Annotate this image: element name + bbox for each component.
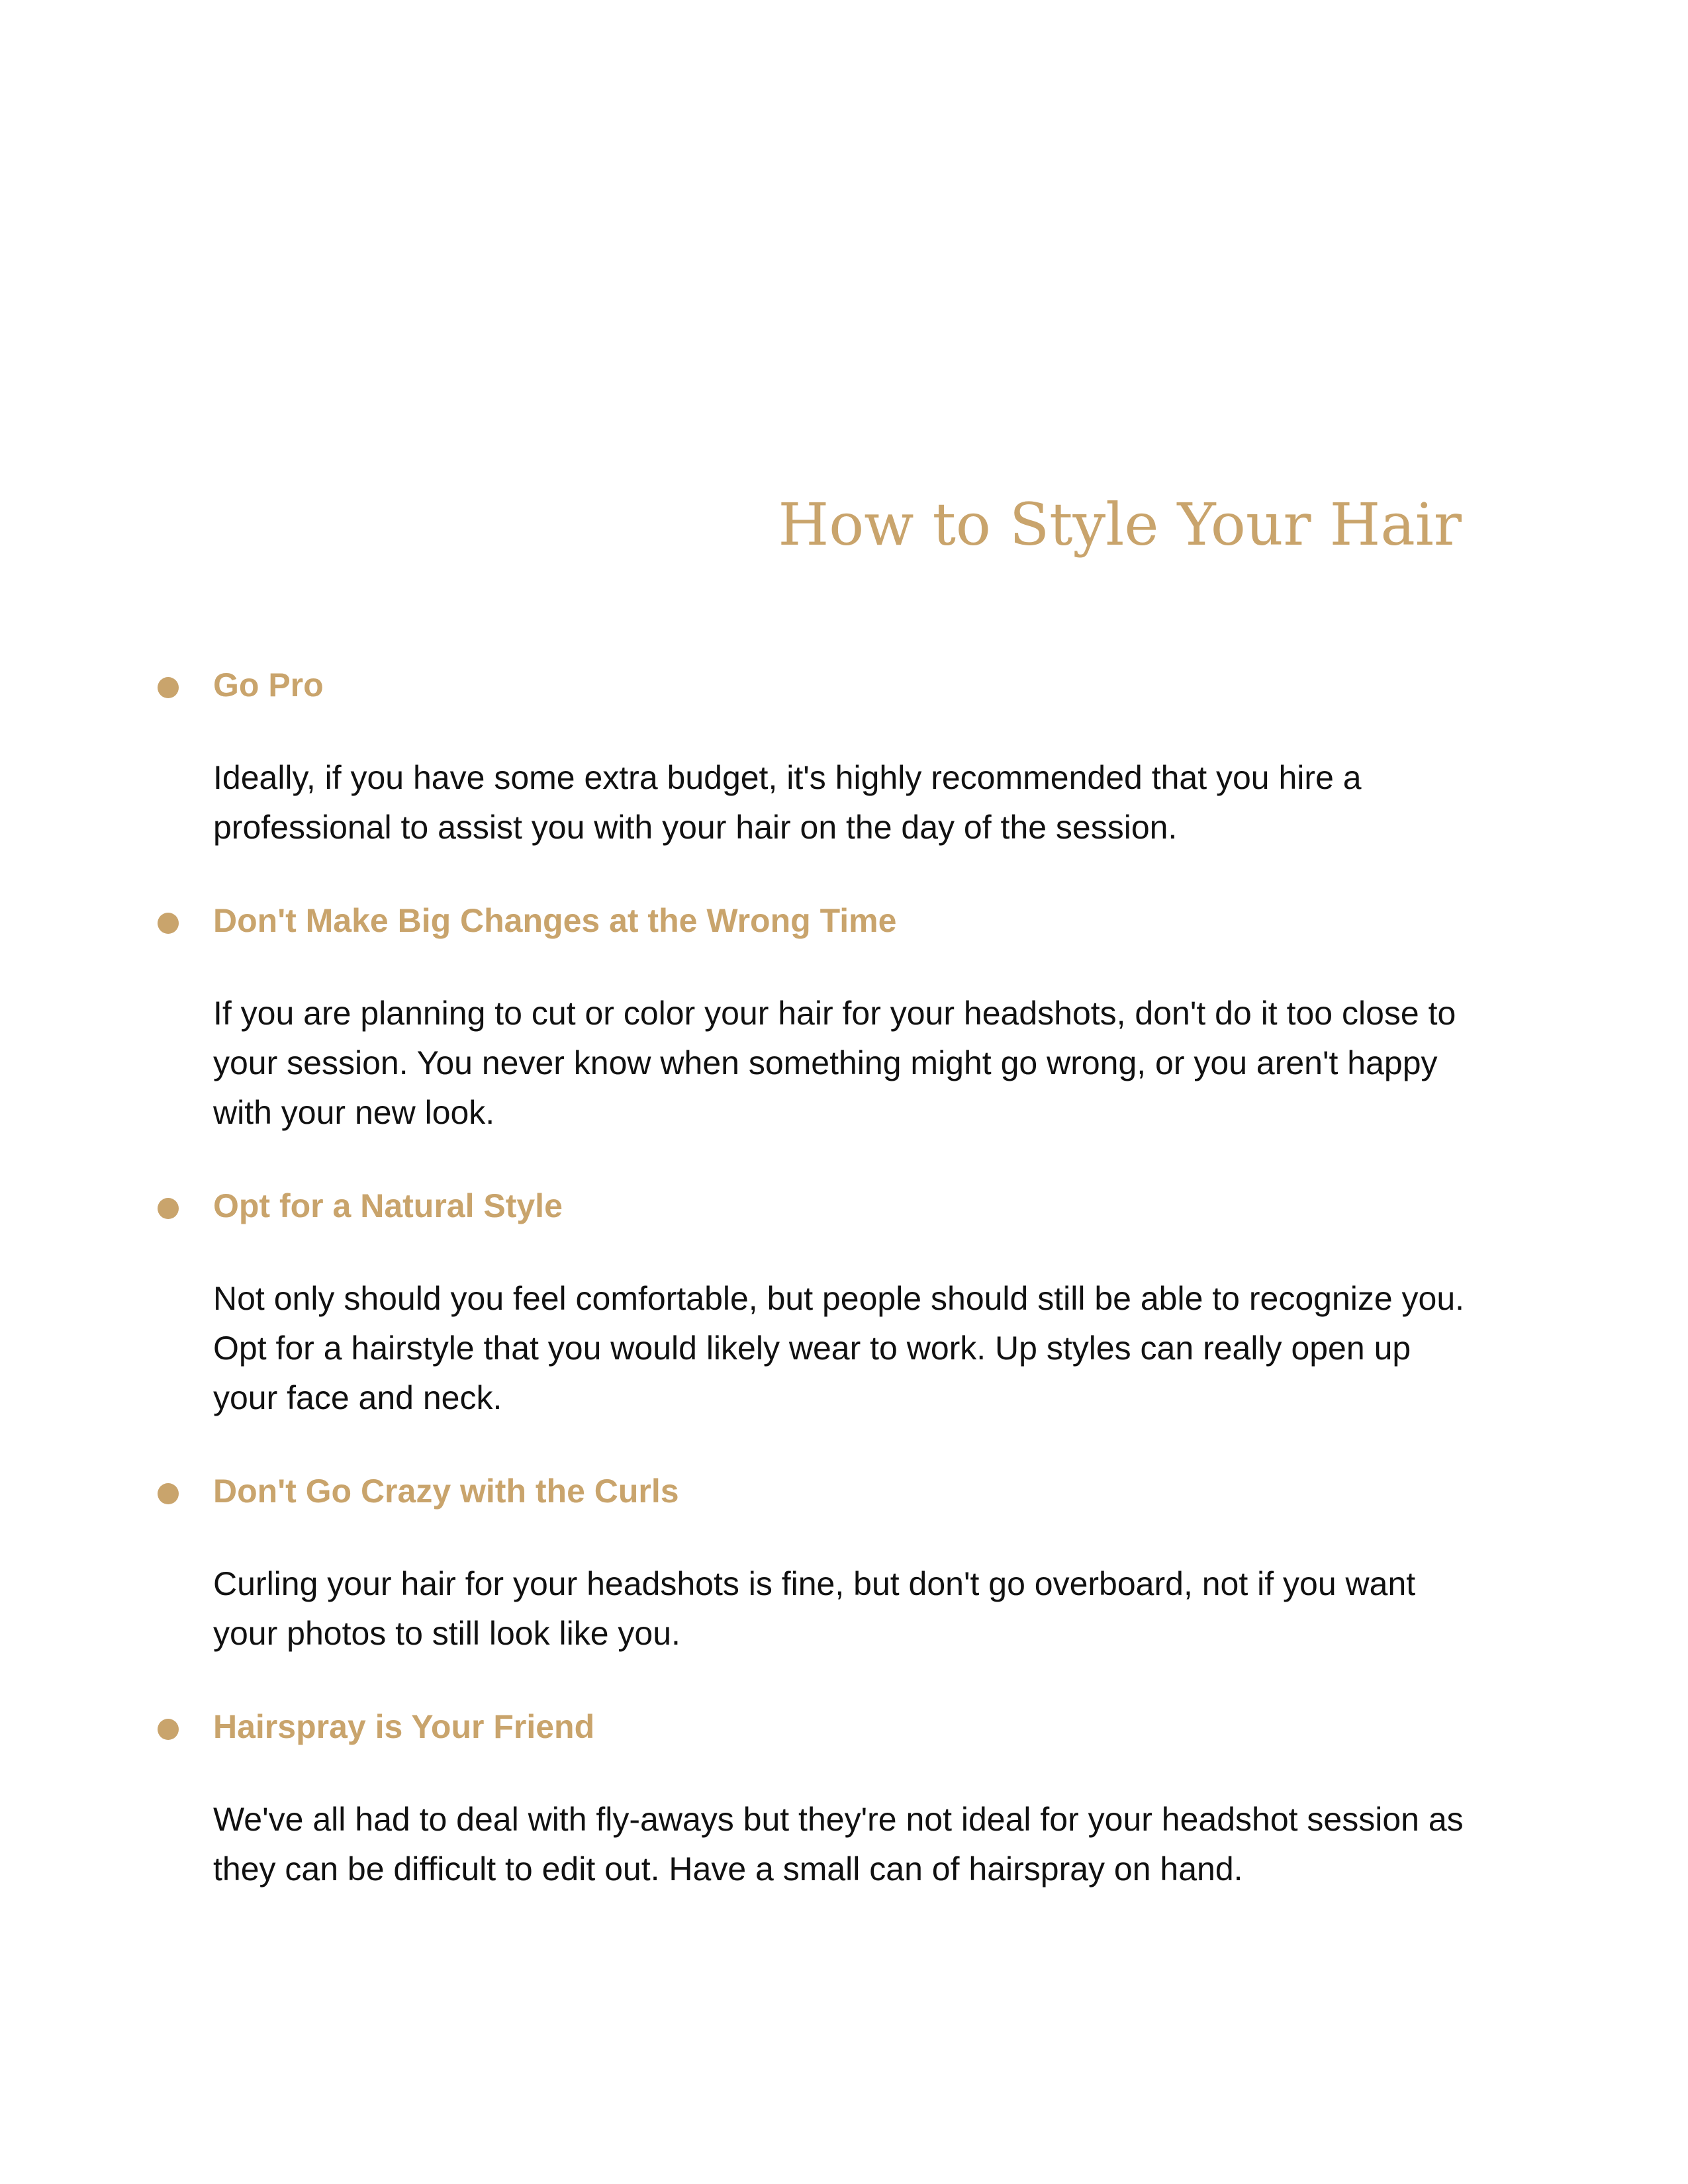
tip-body: Ideally, if you have some extra budget, it's highly recommended that you hire a professional to assist you with your hair on the day of the session.: [213, 759, 1362, 846]
tip-item: [158, 1176, 1481, 1423]
tip-item: [158, 1461, 1481, 1659]
bullet-dot-icon: [158, 913, 179, 934]
tip-body: We've all had to deal with fly-aways but they're not ideal for your headshot session as they can be difficult to edit out. Have a small can of hairspray on hand.: [213, 1801, 1464, 1888]
tip-body: Curling your hair for your headshots is fine, but don't go overboard, not if you want your photos to still look like you.: [213, 1565, 1416, 1652]
page-title: How to Style Your Hair: [778, 490, 1462, 559]
tip-heading: Opt for a Natural Style: [213, 1187, 563, 1224]
tip-heading: Don't Go Crazy with the Curls: [213, 1473, 679, 1510]
tip-item: [158, 1697, 1481, 1894]
tip-body: If you are planning to cut or color your hair for your headshots, don't do it too close to your session. You never know when something might go wrong, or you aren't happy with your new look.: [213, 995, 1456, 1131]
tip-heading: Don't Make Big Changes at the Wrong Time: [213, 902, 897, 939]
bullet-dot-icon: [158, 1198, 179, 1219]
bullet-dot-icon: [158, 677, 179, 698]
tip-item: [158, 891, 1481, 1138]
tips-list: [158, 655, 1481, 1933]
tip-body: Not only should you feel comfortable, but people should still be able to recognize you. Opt for a hairstyle that you would likely wear to work. Up styles can really open up your face and neck.: [213, 1280, 1465, 1416]
tip-item: [158, 655, 1481, 852]
bullet-dot-icon: [158, 1719, 179, 1740]
tip-heading: Go Pro: [213, 666, 324, 704]
tip-heading: Hairspray is Your Friend: [213, 1708, 595, 1745]
bullet-dot-icon: [158, 1483, 179, 1504]
